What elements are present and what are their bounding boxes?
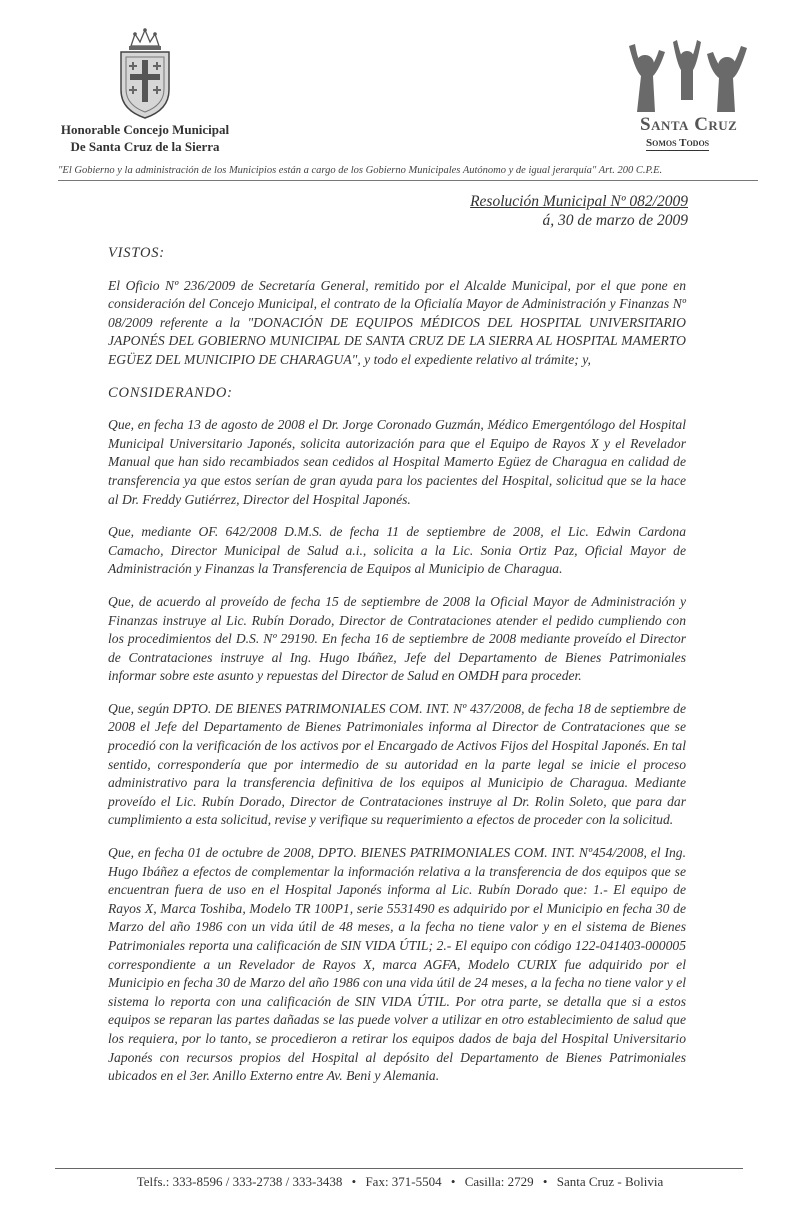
footer-bullet: • — [542, 1174, 548, 1189]
footer-bullet: • — [450, 1174, 456, 1189]
considerando-paragraph-5: Que, en fecha 01 de octubre de 2008, DPTO. BIENES PATRIMONIALES COM. INT. Nº454/2008, el Ing. Hugo Ibáñez a efectos de complementar la información relativa a la transferencia de dos equipos que se encuentran fuera de uso en el Hospital Japonés informa al Lic. Rubín Dorado que: 1.- El equipo de Rayos X, Marca Toshiba, Modelo TR 100P1, serie 5531490 es adquirido por el Municipio en fecha 30 de Marzo del año 1986 con un vida útil de 48 meses, a la fecha no tiene valor y en el sistema de Bienes Patrimoniales reporta una calificación de SIN VIDA ÚTIL; 2.- El equipo con código 122-041403-000005 correspondiente a un Revelador de Rayos X, marca AGFA, Modelo CURIX fue adquirido por el Municipio en fecha 30 de Marzo del año 1986 con una vida útil de 24 meses, a la fecha no tiene valor y el sistema lo reporta con una calificación de SIN VIDA ÚTIL. Por otra parte, se detalla que si a estos equipos se reparan las partes dañadas se las puede volver a utilizar en otro establecimiento de salud que los requiera, por lo tanto, se procedieron a retirar los equipos dados de baja del Hospital Universitario Japonés con recursos propios del Hospital al depósito del Departamento de Bienes Patrimoniales ubicados en el 3er. Anillo Externo entre Av. Beni y Alemania. — [108, 845, 686, 1084]
footer-phones: Telfs.: 333-8596 / 333-2738 / 333-3438 — [136, 1174, 343, 1189]
santa-cruz-logo — [610, 40, 760, 150]
considerando-paragraph-4: Que, según DPTO. DE BIENES PATRIMONIALES COM. INT. Nº 437/2008, de fecha 18 de septiembre de 2008 el Jefe del Departamento de Bienes Patrimoniales informa al Director de Contrataciones que se procedió con la verificación de los activos por el Encargado de Activos Fijos del Hospital Japonés. En tal sentido, correspondería que por intermedio de su autoridad en la parte legal se inicie el proceso administrativo para la transferencia definitiva de los equipos al Municipio de Charagua. Mediante proveído el Lic. Rubín Dorado, Director de Contrataciones instruye al Dr. Rolin Soleto, que para dar cumplimiento a esta solicitud, revise y verifique su requerimiento a efectos de proceder con la solicitud. — [108, 700, 686, 828]
considerando-heading: CONSIDERANDO: — [108, 384, 233, 401]
vistos-paragraph: El Oficio Nº 236/2009 de Secretaría General, remitido por el Alcalde Municipal, por el que pone en consideración del Concejo Municipal, el contrato de la Oficialía Mayor de Administración y Finanzas Nº 08/2009 referente a la "DONACIÓN DE EQUIPOS MÉDICOS DEL HOSPITAL UNIVERSITARIO JAPONÉS DEL GOBIERNO MUNICIPAL DE SANTA CRUZ DE LA SIERRA AL HOSPITAL MAMERTO EGÜEZ DEL MUNICIPIO DE CHARAGUA", y todo el expediente relativo al trámite; y, — [108, 277, 686, 367]
brand-slogan: Somos Todos — [646, 137, 710, 149]
coat-of-arms-icon — [113, 28, 177, 120]
people-figures-icon — [615, 40, 755, 120]
footer-divider — [55, 1168, 743, 1169]
council-name-line1: Honorable Concejo Municipal — [60, 122, 230, 137]
council-name-line2: De Santa Cruz de la Sierra — [70, 139, 220, 154]
brand-name: Santa Cruz — [640, 114, 738, 135]
considerando-paragraph-2: Que, mediante OF. 642/2008 D.M.S. de fecha 11 de septiembre de 2008, el Lic. Edwin Cardona Camacho, Director Municipal de Salud a.i., solicita a la Lic. Sonia Ortiz Paz, Oficial Mayor de Administración y Finanzas la Transferencia de Equipos al Municipio de Charagua. — [108, 524, 686, 577]
footer-bullet: • — [351, 1174, 357, 1189]
vistos-heading: VISTOS: — [108, 245, 165, 261]
footer-po-box: Casilla: 2729 — [464, 1174, 534, 1189]
constitution-quote: "El Gobierno y la administración de los Municipios están a cargo de los Gobierno Municipales Autónomo y de igual jerarquía" Art. 200 C.P.E. — [58, 165, 663, 176]
council-header — [40, 28, 250, 154]
considerando-paragraph-3: Que, de acuerdo al proveído de fecha 15 de septiembre de 2008 la Oficial Mayor de Administración y Finanzas instruye al Lic. Rubín Dorado, Director de Contrataciones atender el pedido cumpliendo con los procedimientos del D.S. Nº 29190. En fecha 16 de septiembre de 2008 mediante proveído el Director de Contrataciones instruye al Ing. Hugo Ibáñez, Jefe del Departamento de Bienes Patrimoniales informar sobre este asunto y repuestas del Director de Salud en OMDH para proceder. — [108, 593, 686, 684]
footer-city: Santa Cruz - Bolivia — [556, 1174, 664, 1189]
document-body — [108, 244, 686, 1100]
header-divider — [58, 180, 758, 181]
resolution-title: Resolución Municipal Nº 082/2009 — [470, 193, 688, 210]
considerando-paragraph-1: Que, en fecha 13 de agosto de 2008 el Dr. Jorge Coronado Guzmán, Médico Emergentólogo del Hospital Municipal Universitario Japonés, solicita autorización para que el Equipo de Rayos X y el Revelador Manual que han sido recambiados sean cedidos al Hospital Mamerto Egüez de Charagua en calidad de transferencia ya que estos serían de gran ayuda para los pacientes del Hospital, solicitud que se la hace al Dr. Freddy Gutiérrez, Director del Hospital Japonés. — [108, 417, 686, 507]
resolution-heading — [470, 192, 688, 230]
footer-fax: Fax: 371-5504 — [365, 1174, 442, 1189]
resolution-date: á, 30 de marzo de 2009 — [542, 212, 688, 229]
contact-footer — [0, 1174, 800, 1190]
